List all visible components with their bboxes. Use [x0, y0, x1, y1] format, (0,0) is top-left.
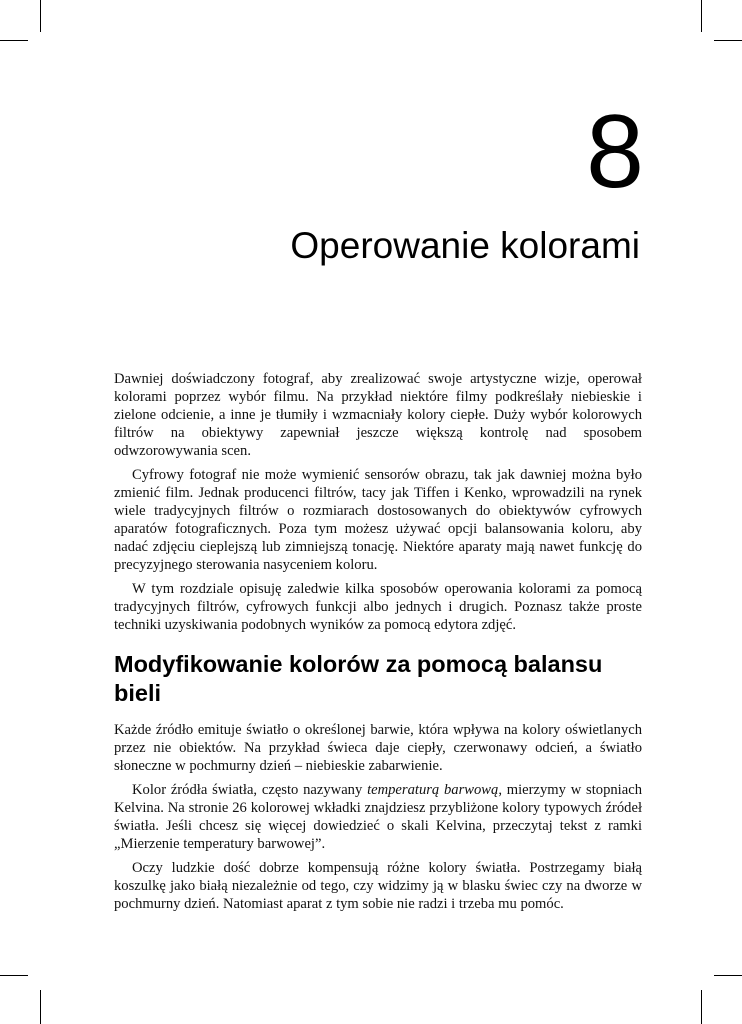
crop-mark-bottom-right-vertical: [701, 990, 702, 1024]
section-text: [114, 721, 642, 919]
chapter-number: 8: [586, 94, 644, 210]
crop-mark-bottom-right-horizontal: [714, 975, 742, 976]
section-paragraph-1: Każde źródło emituje światło o określonej barwie, która wpływa na kolory oświetlanych przez nie obiektów. Na przykład świeca daje ciepły, czerwonawy odcień, a światło słoneczne w pochmurny dzień – niebieskie zabarwienie.: [114, 722, 642, 774]
section-paragraph-2-end: , mierzymy w stopniach Kelvina. Na stronie 26 kolorowej wkładki znajdziesz przybliżone kolory typowych źródeł światła. Jeśli chcesz się więcej dowiedzieć o skali Kelvina, przeczytaj tekst z ramki „Mierzenie temperatury barwowej”.: [114, 782, 642, 852]
crop-mark-bottom-left-horizontal: [0, 975, 28, 976]
crop-mark-top-left-horizontal: [0, 40, 28, 41]
section-paragraph-3: Oczy ludzkie dość dobrze kompensują różne kolory światła. Postrzegamy białą koszulkę jako białą niezależnie od tego, czy widzimy ją w blasku świec czy na dworze w pochmurny dzień. Natomiast aparat z tym sobie nie radzi i trzeba mu pomóc.: [114, 860, 642, 912]
section-heading: Modyfikowanie kolorów za pomocą balansu bieli: [114, 651, 603, 706]
section-paragraph-2-start: Kolor źródła światła, często nazywany: [132, 782, 368, 798]
intro-paragraph-1: Dawniej doświadczony fotograf, aby zrealizować swoje artystyczne wizje, operował kolorami poprzez wybór filmu. Na przykład niektóre filmy podkreślały niebieskie i zielone odcienie, a inne je tłumiły i wzmacniały kolory ciepłe. Duży wybór kolorowych filtrów na obiektywy zapewniał jeszcze większą kontrolę nad sposobem odwzorowywania scen.: [114, 371, 642, 459]
color-temperature-term: temperaturą barwową: [367, 782, 499, 798]
intro-text: [114, 370, 642, 640]
crop-mark-top-left-vertical: [40, 0, 41, 32]
crop-mark-top-right-horizontal: [714, 40, 742, 41]
chapter-title: Operowanie kolorami: [290, 225, 640, 266]
intro-paragraph-3: W tym rozdziale opisuję zaledwie kilka sposobów operowania kolorami za pomocą tradycyjnych filtrów, cyfrowych funkcji albo jednych i drugich. Poznasz także proste techniki uzyskiwania podobnych wyników za pomocą edytora zdjęć.: [114, 581, 642, 633]
crop-mark-top-right-vertical: [701, 0, 702, 32]
crop-mark-bottom-left-vertical: [40, 990, 41, 1024]
section-paragraph-2: [114, 781, 642, 853]
intro-paragraph-2: Cyfrowy fotograf nie może wymienić sensorów obrazu, tak jak dawniej można było zmienić film. Jednak producenci filtrów, tacy jak Tiffen i Kenko, wprowadzili na rynek wiele tradycyjnych filtrów o rozmiarach dostosowanych do obiektywów cyfrowych aparatów fotograficznych. Poza tym możesz używać opcji balansowania koloru, aby nadać zdjęciu cieplejszą lub zimniejszą tonację. Niektóre aparaty mają nawet funkcję do precyzyjnego sterowania nasyceniem koloru.: [114, 467, 642, 573]
